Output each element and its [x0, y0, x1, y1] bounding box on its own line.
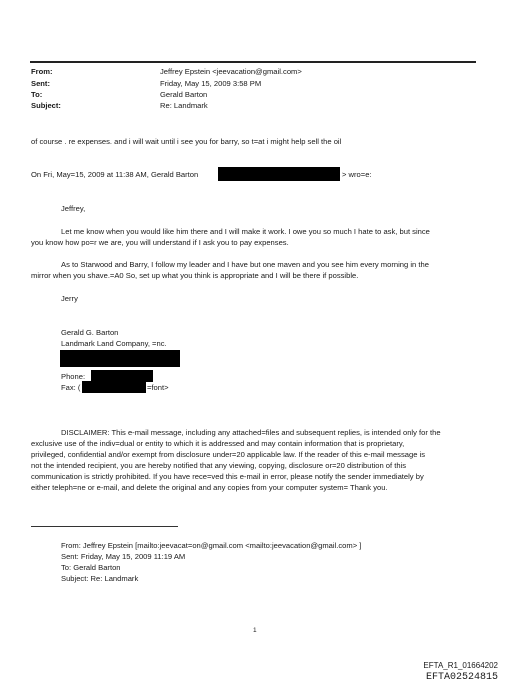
- quote-intro-suffix: > wro=e:: [342, 170, 372, 179]
- subject-value: Re: Landmark: [160, 101, 208, 110]
- forwarded-from: From: Jeffrey Epstein [mailto:jeevacat=on@gmail.com <mailto:jeevacation@gmail.com> ]: [61, 541, 362, 550]
- sent-label: Sent:: [31, 79, 50, 88]
- header-divider: [30, 61, 476, 63]
- forward-divider: [31, 526, 178, 527]
- fax-suffix: =font>: [147, 383, 169, 392]
- disclaimer-line-6: either teleph=ne or e-mail, and delete the original and any copies from your computer system= Thank you.: [31, 483, 388, 492]
- para2-line1: As to Starwood and Barry, I follow my leader and I have but one maven and you see him every morning in the: [61, 260, 429, 269]
- sig-name: Gerald G. Barton: [61, 328, 119, 337]
- disclaimer-line-2: exclusive use of the indiv=dual or entity to which it is addressed and may contain information that is proprietary,: [31, 439, 405, 448]
- from-label: From:: [31, 67, 53, 76]
- sent-value: Friday, May 15, 2009 3:58 PM: [160, 79, 262, 88]
- subject-label: Subject:: [31, 101, 61, 110]
- disclaimer-line-3: privileged, confidential and/or exempt from disclosure under=20 applicable law. If the reader of this e-mail message is: [31, 450, 426, 459]
- sig-company: Landmark Land Company, =nc.: [61, 339, 167, 348]
- forwarded-sent: Sent: Friday, May 15, 2009 11:19 AM: [61, 552, 186, 561]
- bates-ref-1: EFTA_R1_01664202: [423, 661, 498, 670]
- bates-ref-2: EFTA02524815: [425, 672, 498, 683]
- disclaimer-line-5: communication is strictly prohibited. If you have rece=ved this e-mail in error, please notify the sender immediately by: [31, 472, 424, 481]
- to-value: Gerald Barton: [160, 90, 208, 99]
- para1-line2: you know how po=r we are, you will understand if I ask you to pay expenses.: [31, 238, 289, 247]
- reply-body: of course . re expenses. and i will wait until i see you for barry, so t=at i might help sell the oil: [31, 137, 342, 146]
- disclaimer-line-1: DISCLAIMER: This e-mail message, including any attached=files and subsequent replies, is intended only for the: [61, 428, 441, 437]
- to-label: To:: [31, 90, 43, 99]
- redaction-fax: [82, 381, 146, 393]
- redaction-email: [218, 167, 340, 181]
- fax-label: Fax: (: [61, 383, 81, 392]
- from-value: Jeffrey Epstein <jeevacation@gmail.com>: [160, 67, 302, 76]
- para2-line2: mirror when you shave.=A0 So, set up what you think is appropriate and I will be there if possible.: [31, 271, 359, 280]
- signoff: Jerry: [61, 294, 78, 303]
- forwarded-subject: Subject: Re: Landmark: [61, 574, 139, 583]
- forwarded-to: To: Gerald Barton: [61, 563, 121, 572]
- phone-label: Phone:: [61, 372, 86, 381]
- redaction-address: [60, 350, 180, 367]
- page-number: 1: [253, 627, 257, 634]
- disclaimer-line-4: not the intended recipient, you are hereby notified that any viewing, copying, disclosure or=20 distribution of this: [31, 461, 407, 470]
- para1-line1: Let me know when you would like him there and I will make it work. I owe you so much I hate to ask, but since: [61, 227, 430, 236]
- quote-intro: On Fri, May=15, 2009 at 11:38 AM, Gerald Barton: [31, 170, 199, 179]
- greeting: Jeffrey,: [61, 204, 86, 213]
